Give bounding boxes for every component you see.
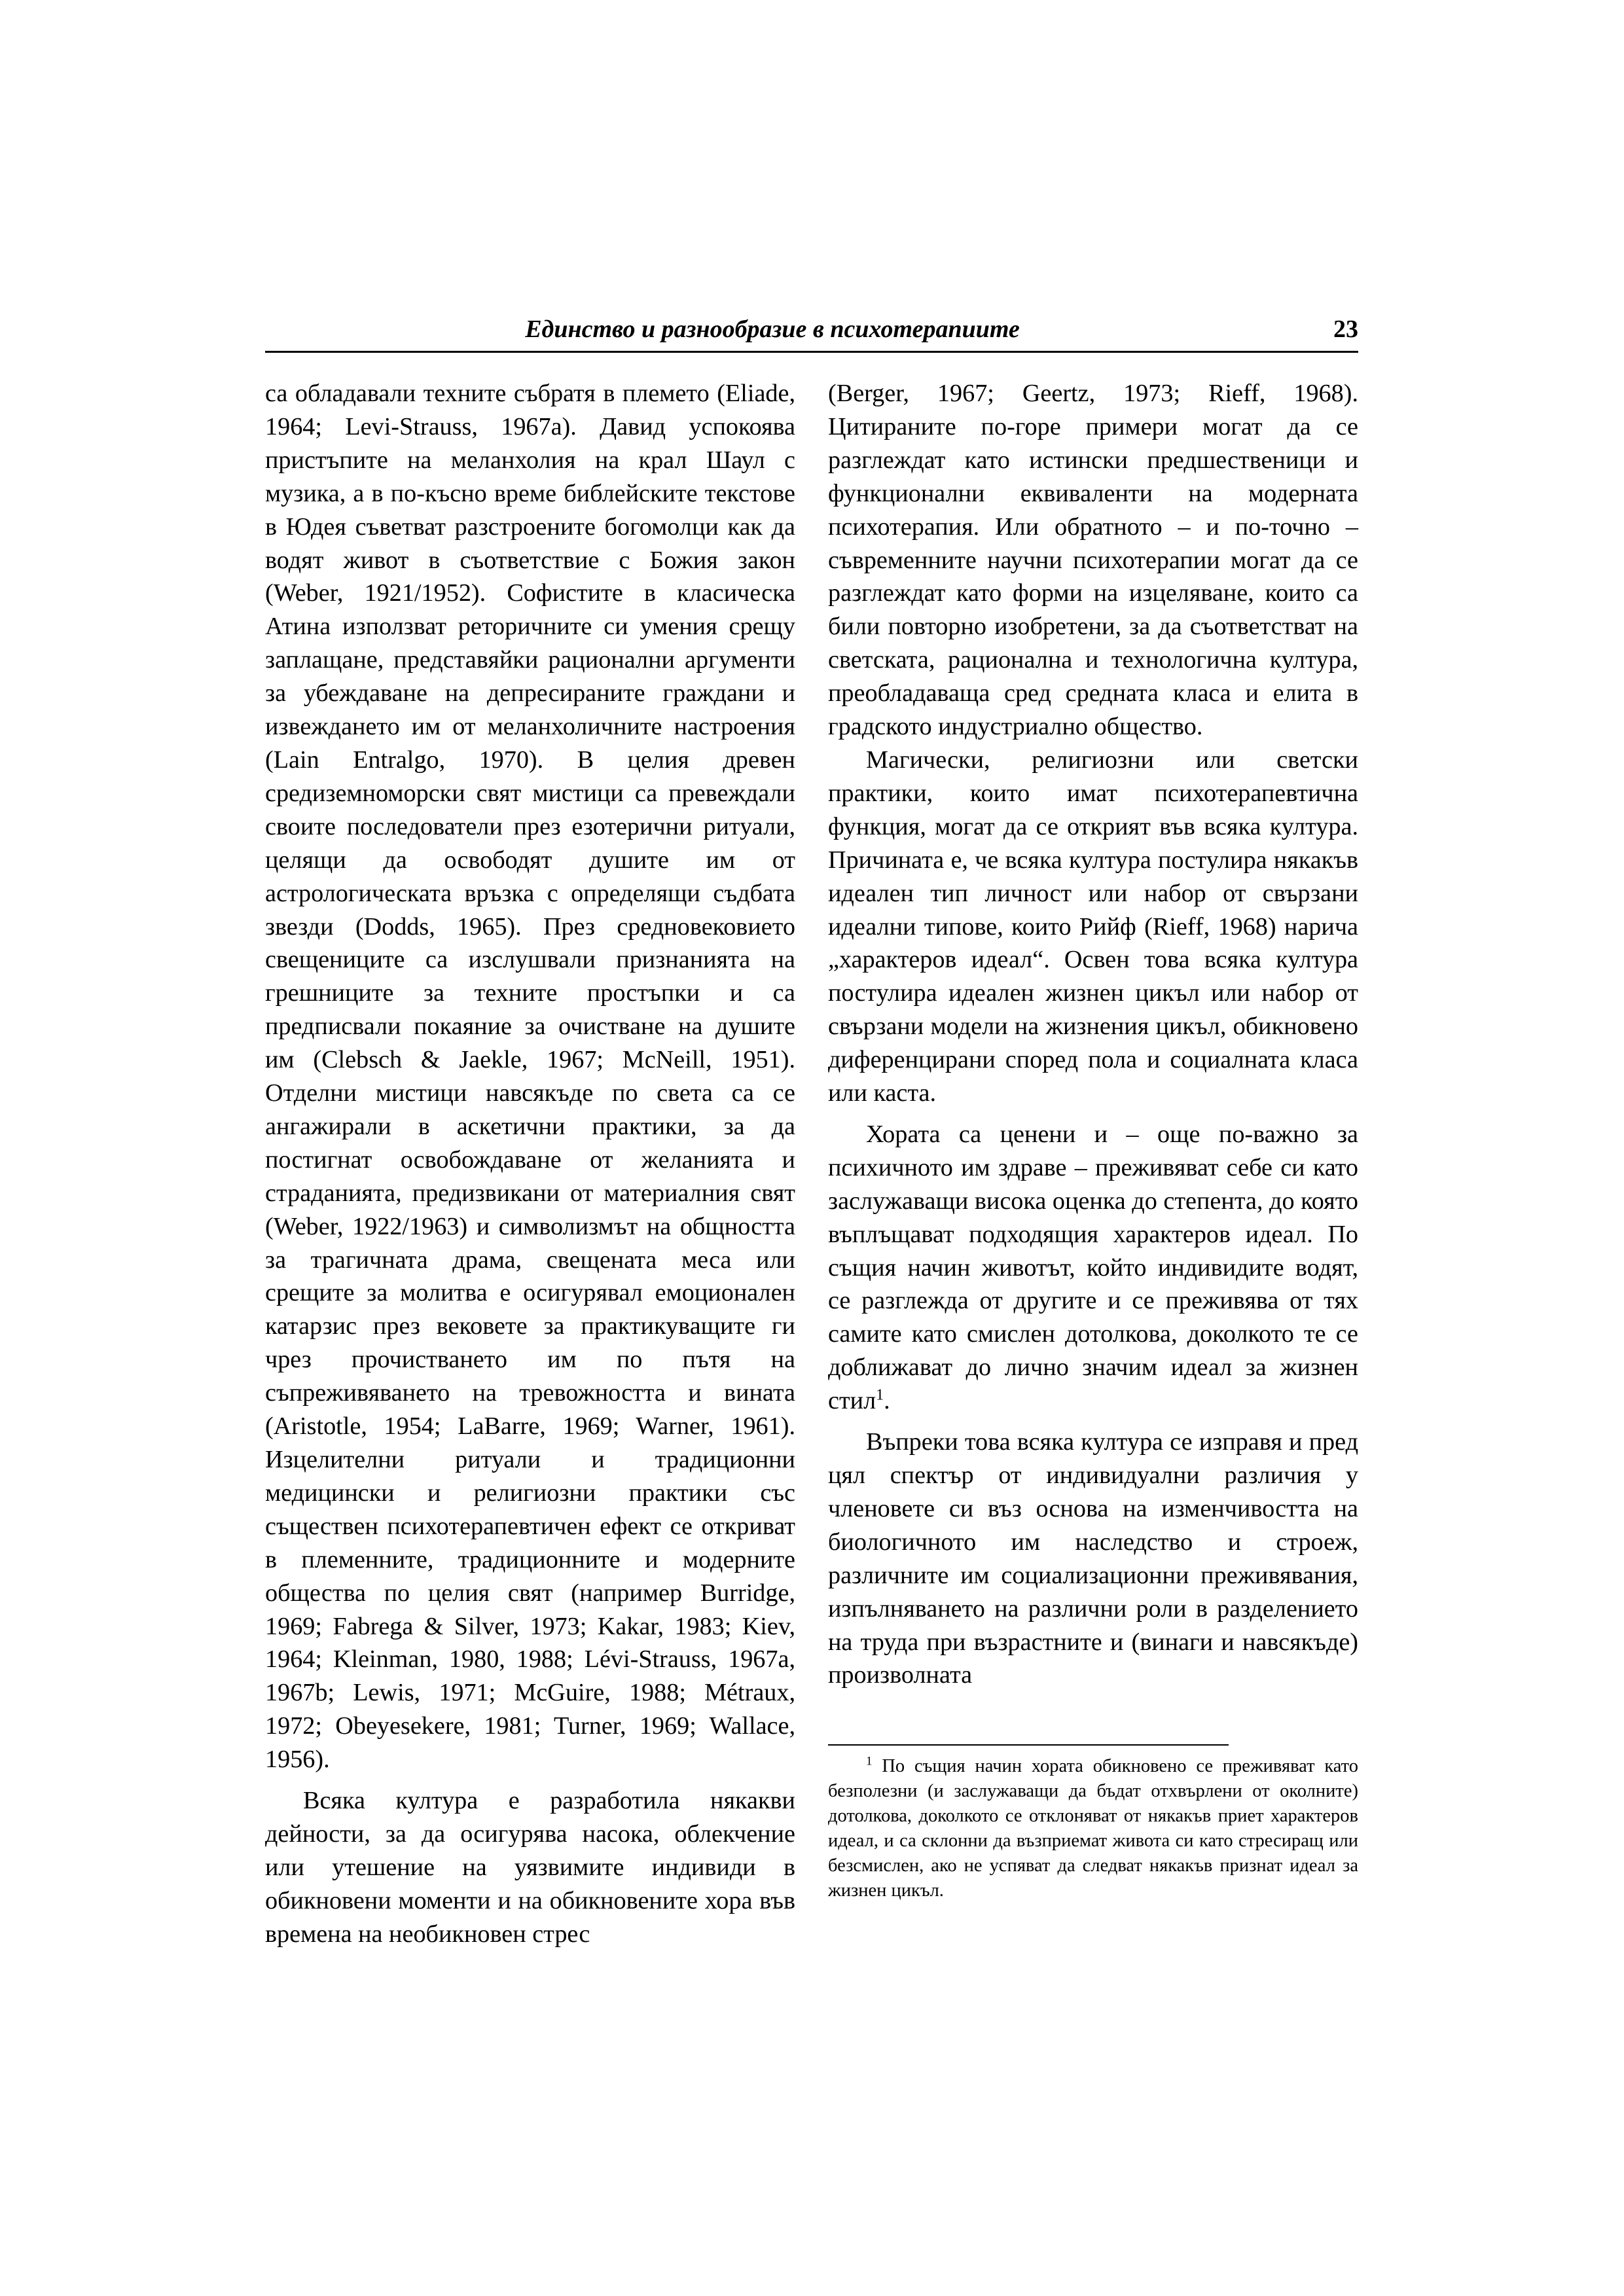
right-paragraph-2: Магически, религиозни или светски практики, които имат психотерапевтична функция, могат да се открият във всяка култура. Причината е, че всяка култура постулира някакъв идеален тип личност или набор от свързани идеални типове, които Рийф (Rieff, 1968) нарича „характеров идеал“. Освен това всяка култура постулира идеален жизнен цикъл или набор от свързани модели на жизнения цикъл, обикновено диференцирани според пола и социалната класа или каста.	[828, 745, 1358, 1107]
left-paragraph-1: са обладавали техните събратя в племето (Eliade, 1964; Levi-Strauss, 1967а). Давид успокоява пристъпите на меланхолия на крал Шаул с музика, а в по-късно време библейските текстове в Юдея съветват разстроените богомолци как да водят живот в съответствие с Божия закон (Weber, 1921/1952). Софистите в класическа Атина използват реторичните си умения срещу заплащане, представяйки рационални аргументи за убеждаване на депресираните граждани и извеждането им от меланхоличните настроения (Lain Entralgo, 1970). В целия древен средиземноморски свят мистици са превеждали своите последователи през езотерични ритуали, целящи да освободят душите им от астрологическата връзка с определящи съдбата звезди (Dodds, 1965). През средновековието свещениците са изслушвали признанията на грешниците за техните простъпки и са предписвали покаяние за очистване на душите им (Clebsch & Jaekle, 1967; McNeill, 1951). Отделни мистици навсякъде по света са се ангажирали в аскетични практики, за да постигнат освобождаване от желанията и страданията, предизвикани от материалния свят (Weber, 1922/1963) и символизмът на общността за трагичната драма, свещената меса или срещите за молитва е осигурявал емоционален катарзис през вековете за практикуващите ги чрез прочистването им по пътя на съпреживяването на тревожността и вината (Aristotle, 1954; LaBarre, 1969; Warner, 1961). Изцелителни ритуали и традиционни медицински и религиозни практики със съществен психотерапевтичен ефект се откриват в племенните, традиционните и модерните общества по целия свят (например Burridge, 1969; Fabrega & Silver, 1973; Kakar, 1983; Kiev, 1964; Kleinman, 1980, 1988; Lévi-Strauss, 1967a, 1967b; Lewis, 1971; McGuire, 1988; Métraux, 1972; Obeyesekere, 1981; Turner, 1969; Wallace, 1956).	[265, 380, 795, 1774]
right-paragraph-3-end: .	[884, 1387, 890, 1415]
right-column	[828, 377, 1358, 1692]
footnote-marker: 1	[866, 1754, 873, 1768]
right-paragraph-1: (Berger, 1967; Geertz, 1973; Rieff, 1968). Цитираните по-горе примери могат да се разглеждат като истински предшественици и функционални еквиваленти на модерната психотерапия. Или обратното – и по-точно – съвременните научни психотерапии могат да се разглеждат като форми на изцеляване, които са били повторно изобретени, за да съответстват на светската, рационална и технологична култура, преобладаваща сред средната класа и елита в градското индустриално общество.	[828, 380, 1358, 741]
footnote	[828, 1754, 1358, 1903]
page-number: 23	[1333, 315, 1358, 343]
running-header	[265, 313, 1358, 353]
footnote-text: По същия начин хората обикновено се преживяват като безполезни (и заслужаващи да бъдат отхвърлени от околните) дотолкова, доколкото се отклоняват от някакъв приет характеров идеал, и са склонни да възприемат живота си като стресиращ или безсмислен, ако не успяват да следват някакъв признат идеал за жизнен цикъл.	[828, 1756, 1358, 1901]
right-paragraph-4: Въпреки това всяка култура се изправя и пред цял спектър от индивидуални различия у членовете си въз основа на изменчивостта на биологичното им наследство и строеж, различните им социализационни преживявания, изпълняването на различни роли в разделението на труда при възрастните и (винаги и навсякъде) произволната	[828, 1428, 1358, 1689]
right-paragraph-3	[828, 1118, 1358, 1418]
footnote-separator	[828, 1744, 1229, 1746]
left-paragraph-2: Всяка култура е разработила някакви дейности, за да осигурява насока, облекчение или утешение на уязвимите индивиди в обикновени моменти и на обикновените хора във времена на необикновен стрес	[265, 1787, 795, 1948]
left-column	[265, 377, 795, 1951]
running-title: Единство и разнообразие в психотерапиите	[525, 315, 1020, 343]
right-paragraph-3-text: Хората са ценени и – още по-важно за психичното им здраве – преживяват себе си като заслужаващи висока оценка до степента, до която въплъщават подходящия характеров идеал. По същия начин животът, който индивидите водят, се разглежда от другите и се преживява от тях самите като смислен дотолкова, доколкото те се доближават до лично значим идеал за жизнен стил	[828, 1120, 1358, 1415]
footnote-reference[interactable]: 1	[876, 1386, 884, 1404]
